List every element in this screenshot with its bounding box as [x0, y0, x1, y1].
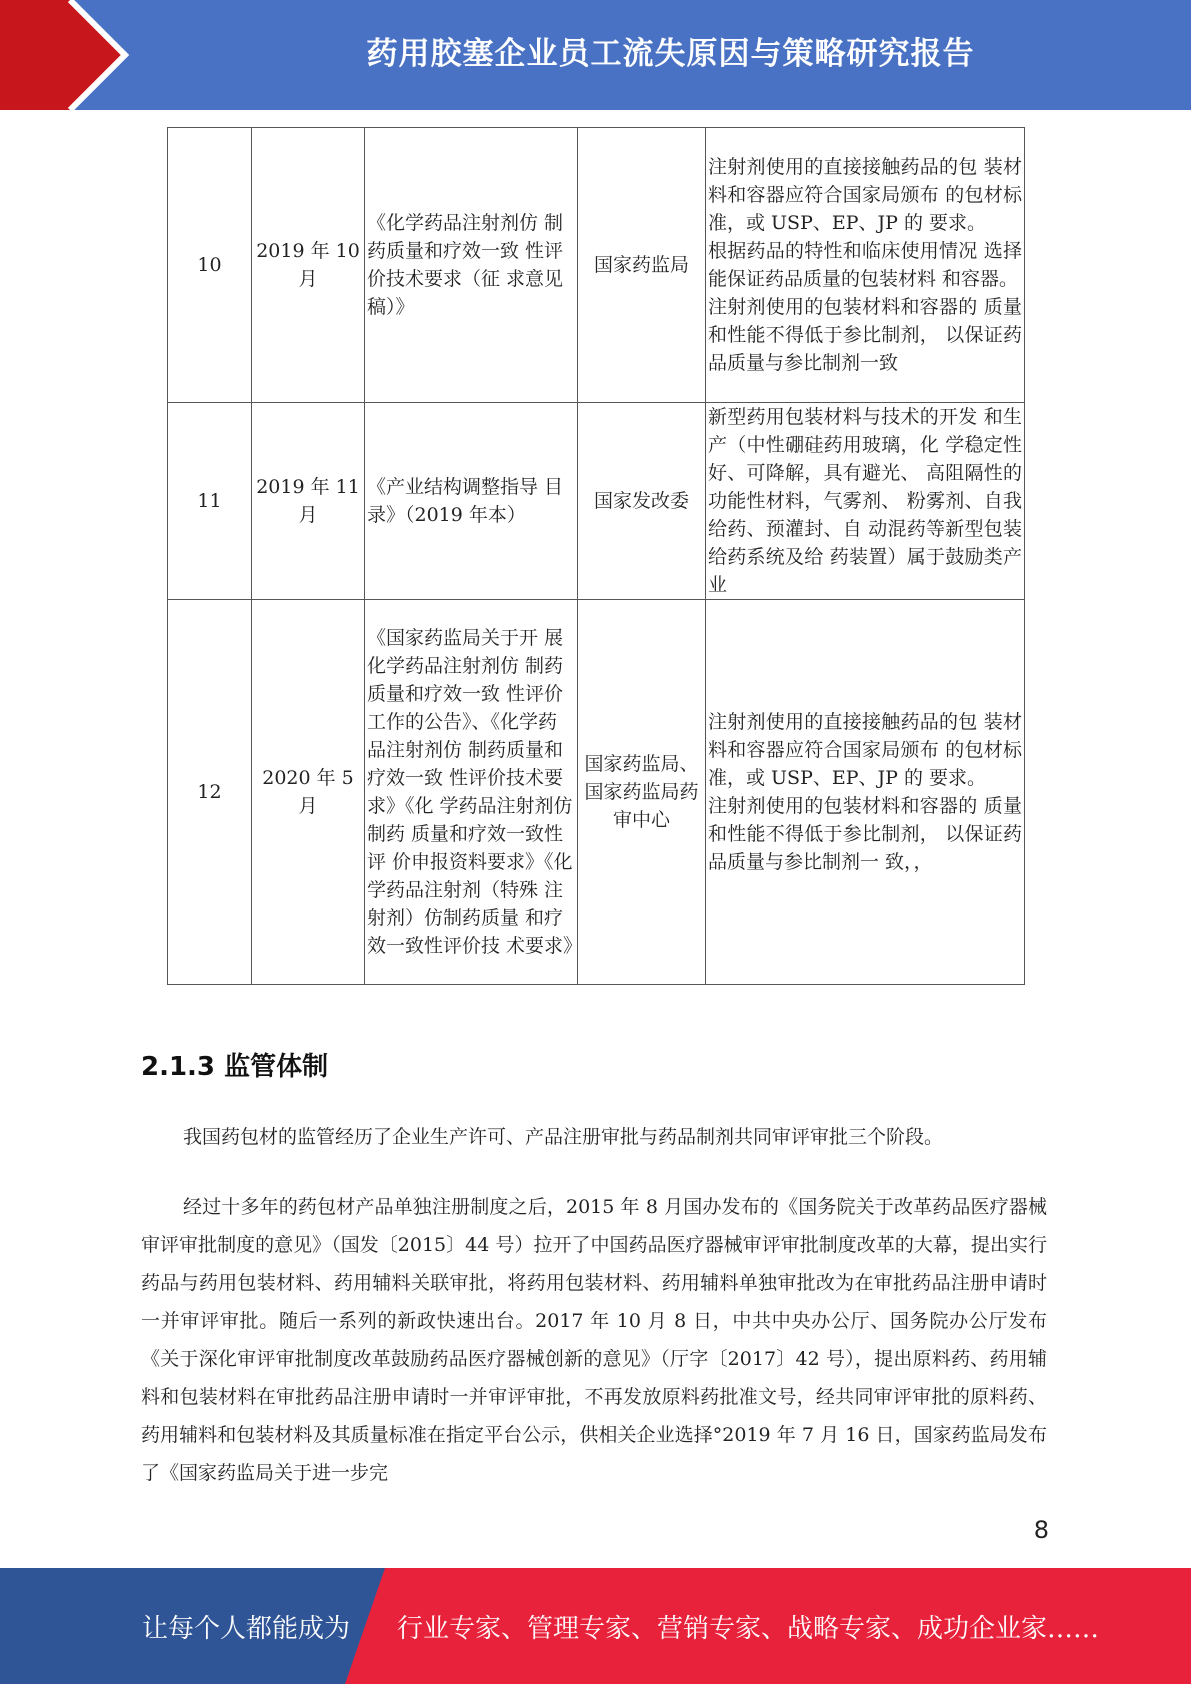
table-row [168, 403, 1025, 600]
page-header [0, 0, 1191, 110]
body-paragraph: 经过十多年的药包材产品单独注册制度之后，2015 年 8 月国办发布的《国务院关于改革药品医疗器械审评审批制度的意见》（国发〔2015〕44 号）拉开了中国药品医疗器械审评审批制度改革的大幕，提出实行药品与药用包装材料、药用辅料关联审批，将药用包装材料、药用辅料单独审批改为在审批药品注册申请时一并审评审批。随后一系列的新政快速出台。2017 年 10 月 8 日，中共中央办公厅、国务院办公厅发布《关于深化审评审批制度改革鼓励药品医疗器械创新的意见》（厅字〔2017〕42 号），提出原料药、药用辅料和包装材料在审批药品注册申请时一并审评审批，不再发放原料药批准文号，经共同审评审批的原料药、药用辅料和包装材料及其质量标准在指定平台公示，供相关企业选择°2019 年 7 月 16 日，国家药监局发布了《国家药监局关于进一步完 [141, 1196, 1047, 1484]
row-document: 《化学药品注射剂仿 制药质量和疗效一致 性评价技术要求（征 求意见稿）》 [365, 128, 578, 403]
content-line: 注射剂使用的包装材料和容器的 质量和性能不得低于参比制剂， 以保证药品质量与参比制剂一致 [708, 296, 1022, 374]
row-content [706, 600, 1025, 985]
row-number: 12 [168, 600, 252, 985]
header-title: 药用胶塞企业员工流失原因与策略研究报告 [366, 35, 975, 72]
content-line: 注射剂使用的包装材料和容器的 质量和性能不得低于参比制剂， 以保证药品质量与参比制剂一 致，， [708, 795, 1022, 873]
content-line: 新型药用包装材料与技术的开发 和生产（中性硼硅药用玻璃，化 学稳定性好、可降解，具有避光、 高阻隔性的功能性材料，气雾剂、 粉雾剂、自我给药、预灌封、自 动混药等新型包装给药系统及给 药装置）属于鼓励类产业 [708, 406, 1022, 596]
footer-slogan-left: 让每个人都能成为 [142, 1613, 351, 1644]
content-line: 注射剂使用的直接接触药品的包 装材料和容器应符合国家局颁布 的包材标准，或 USP、EP、JP 的 要求。 [708, 711, 1022, 789]
content-line: 根据药品的特性和临床使用情况 选择能保证药品质量的包装材料 和容器。 [708, 240, 1022, 290]
row-date: 2019 年 10 月 [252, 128, 365, 403]
row-department: 国家药监局 [578, 128, 706, 403]
row-number: 11 [168, 403, 252, 600]
row-document: 《国家药监局关于开 展化学药品注射剂仿 制药质量和疗效一致 性评价工作的公告》、《化学药品注射剂仿 制药质量和疗效一致 性评价技术要求》《化 学药品注射剂仿制药 质量和疗效一致性评 价申报资料要求》《化 学药品注射剂（特殊 注射剂）仿制药质量 和疗效一致性评价技 术要求》 [365, 600, 578, 985]
row-date: 2019 年 11 月 [252, 403, 365, 600]
policy-table [167, 127, 1025, 985]
row-department: 国家发改委 [578, 403, 706, 600]
row-content [706, 403, 1025, 600]
page-number: 8 [1033, 1516, 1049, 1544]
section-heading: 2.1.3 监管体制 [141, 1052, 329, 1082]
row-date: 2020 年 5 月 [252, 600, 365, 985]
row-department: 国家药监局、国家药监局药审中心 [578, 600, 706, 985]
footer-slogan-right: 行业专家、管理专家、营销专家、战略专家、成功企业家…… [397, 1613, 1100, 1644]
row-number: 10 [168, 128, 252, 403]
table-row [168, 128, 1025, 403]
row-content [706, 128, 1025, 403]
row-document: 《产业结构调整指导 目录》（2019 年本） [365, 403, 578, 600]
page-footer [0, 1568, 1191, 1684]
table-row [168, 600, 1025, 985]
content-line: 注射剂使用的直接接触药品的包 装材料和容器应符合国家局颁布 的包材标准，或 USP、EP、JP 的 要求。 [708, 156, 1022, 234]
body-paragraph: 我国药包材的监管经历了企业生产许可、产品注册审批与药品制剂共同审评审批三个阶段。 [183, 1126, 944, 1148]
header-red-chevron [0, 0, 150, 110]
